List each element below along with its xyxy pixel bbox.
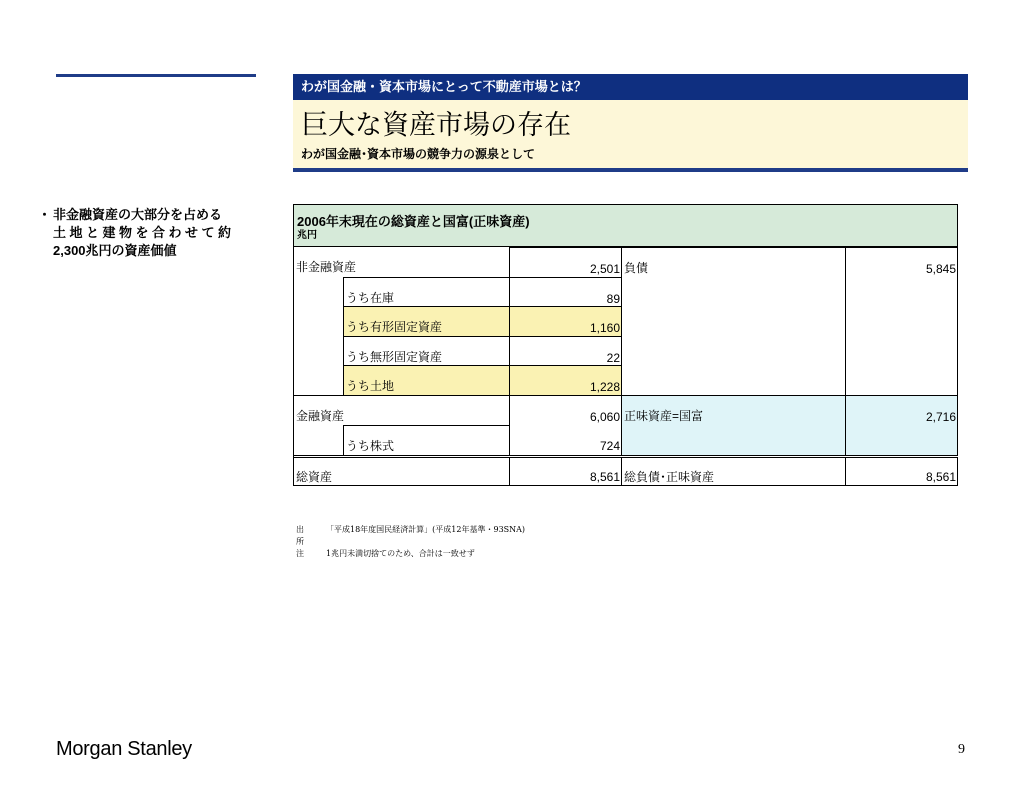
financial-value: 6,060 [509,395,621,425]
note-key: 注 [296,549,304,558]
intangible-value: 22 [509,336,621,365]
morgan-stanley-logo: Morgan Stanley [56,738,192,760]
land-value: 1,228 [509,365,621,395]
page-number: 9 [958,742,965,757]
inventory-label: うち在庫 [343,277,509,306]
liabilities-value: 5,845 [845,247,958,395]
title-box [293,100,968,168]
intangible-label: うち無形固定資産 [343,336,509,365]
total-liabilities-value: 8,561 [845,458,958,486]
networth-value: 2,716 [845,395,958,455]
bullet-line-2: 土地と建物を合わせて約 [53,225,235,240]
note-value: 1兆円未満切捨てのため、合計は一致せず [326,549,475,558]
page-title: 巨大な資産市場の存在 [301,110,571,140]
land-label: うち土地 [343,365,509,395]
source-value: 「平成18年度国民経済計算」(平成12年基準・93SNA) [326,525,526,534]
tangible-value: 1,160 [509,306,621,336]
financial-indent-cell [293,425,343,455]
tangible-label: うち有形固定資産 [343,306,509,336]
financial-label: 金融資産 [293,395,509,425]
section-header-band: わが国金融・資本市場にとって不動産市場とは？ [293,74,968,100]
total-liabilities-label: 総負債･正味資産 [621,458,845,486]
nonfinancial-value: 2,501 [509,247,621,277]
bullet-point [38,206,258,260]
col-divider-1 [509,247,510,455]
table-title: 2006年末現在の総資産と国富(正味資産) [297,214,530,229]
networth-label: 正味資産=国富 [621,395,845,455]
inventory-value: 89 [509,277,621,306]
stocks-label: うち株式 [343,425,509,455]
bullet-line-3: 2,300兆円の資産価値 [53,243,177,258]
nonfinancial-label: 非金融資産 [296,260,357,274]
table-unit: 兆円 [297,230,317,241]
balance-table [293,204,958,484]
source-key: 出所 [296,525,304,546]
table-header [293,204,958,247]
total-assets-label: 総資産 [293,458,509,486]
bullet-marker: ・ [38,207,52,222]
liabilities-label: 負債 [621,247,845,395]
page-subtitle: わが国金融･資本市場の競争力の源泉として [301,147,536,161]
nonfinancial-label-cell [293,247,357,395]
left-accent-rule [56,74,256,77]
bullet-line-1: 非金融資産の大部分を占める [53,207,223,222]
title-rule [293,168,968,172]
total-assets-value: 8,561 [509,458,621,486]
stocks-value: 724 [599,439,620,453]
